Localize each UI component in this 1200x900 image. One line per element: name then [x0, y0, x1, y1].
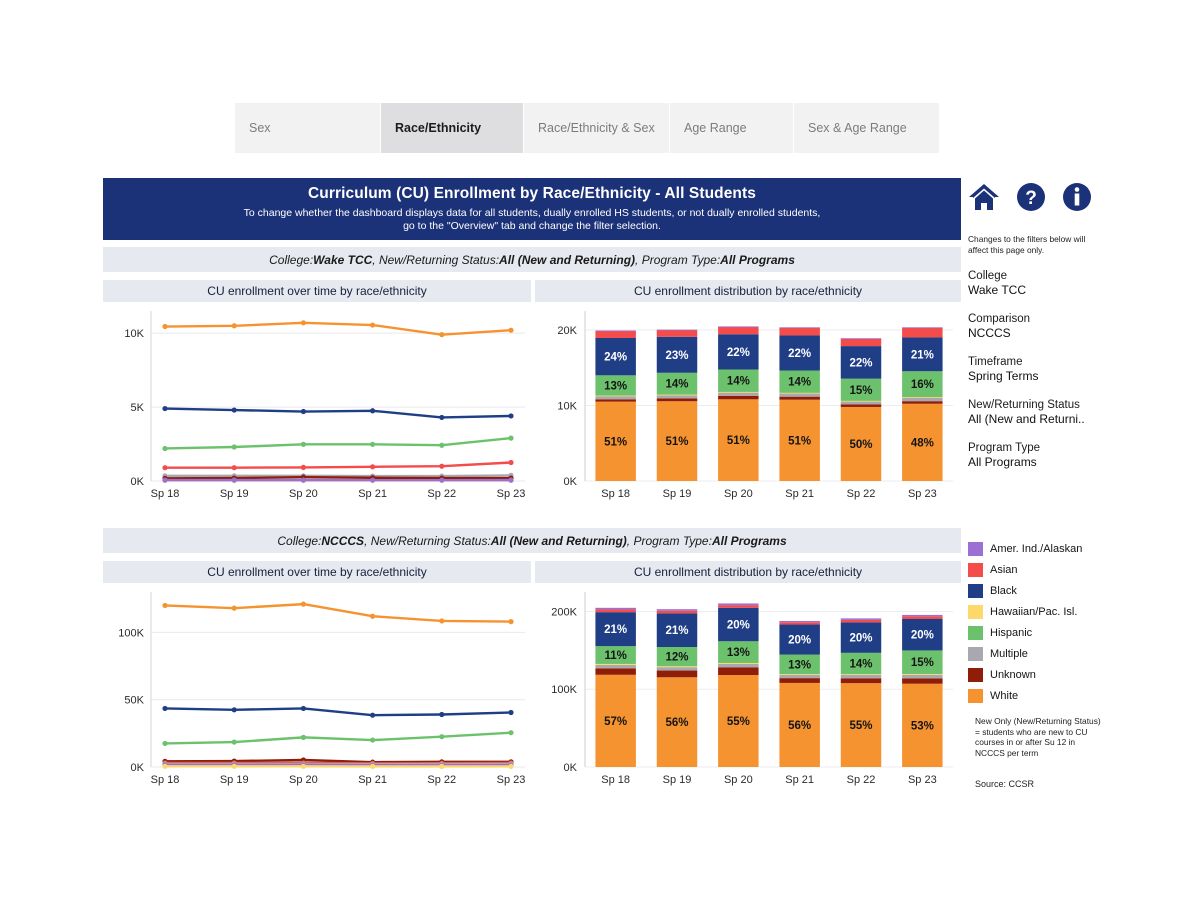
bar-chart-wake-tcc[interactable]: [535, 303, 961, 503]
data-point[interactable]: [370, 713, 375, 718]
data-point[interactable]: [162, 446, 167, 451]
caption-college-value: NCCCS: [321, 533, 365, 548]
legend-label: Black: [990, 584, 1017, 597]
legend-item[interactable]: [968, 580, 1103, 601]
bar-value-label: 51%: [788, 435, 812, 448]
y-axis-tick: 10K: [124, 328, 144, 341]
source-label: Source: CCSR: [975, 779, 1035, 789]
data-point[interactable]: [232, 739, 237, 744]
data-point[interactable]: [439, 618, 444, 623]
filter-label: College: [968, 270, 1007, 282]
page-title: Curriculum (CU) Enrollment by Race/Ethnicity - All Students: [308, 185, 756, 202]
x-axis-tick: Sp 18: [601, 774, 631, 786]
x-axis-tick: Sp 20: [289, 774, 318, 786]
bar-segment[interactable]: [657, 671, 697, 678]
x-axis-tick: Sp 22: [846, 774, 876, 786]
filter-new-returning-status[interactable]: [968, 398, 1103, 427]
bar-value-label: 57%: [604, 715, 628, 728]
filter-label: New/Returning Status: [968, 399, 1080, 411]
x-axis-tick: Sp 23: [907, 774, 937, 786]
x-axis-tick: Sp 23: [907, 488, 937, 500]
bar-segment[interactable]: [841, 404, 881, 407]
data-point[interactable]: [439, 478, 444, 483]
bar-segment[interactable]: [657, 667, 697, 670]
info-icon[interactable]: [1062, 182, 1092, 217]
bar-value-label: 15%: [910, 657, 934, 670]
bar-value-label: 21%: [604, 624, 628, 637]
tab-label: Age Range: [684, 121, 747, 135]
bar-segment[interactable]: [718, 396, 758, 400]
data-point[interactable]: [370, 464, 375, 469]
bar-segment[interactable]: [657, 330, 697, 337]
x-axis-tick: Sp 22: [846, 488, 876, 500]
bar-segment[interactable]: [841, 618, 881, 620]
caption-college-value: Wake TCC: [313, 252, 373, 267]
data-point[interactable]: [301, 602, 306, 607]
bar-value-label: 55%: [726, 716, 750, 729]
bar-chart-ncccs[interactable]: [535, 584, 961, 789]
data-point[interactable]: [301, 735, 306, 740]
filter-value: NCCCS: [968, 326, 1011, 340]
caption-college-label: College:: [269, 252, 314, 267]
data-point[interactable]: [162, 478, 167, 483]
x-axis-tick: Sp 20: [723, 488, 753, 500]
data-point[interactable]: [162, 603, 167, 608]
filter-program-type[interactable]: [968, 441, 1103, 470]
bar-value-label: 51%: [604, 436, 628, 449]
y-axis-tick: 0K: [130, 762, 144, 774]
data-point[interactable]: [370, 478, 375, 483]
bar-value-label: 51%: [665, 436, 689, 449]
legend-swatch-icon: [968, 605, 983, 619]
legend-swatch-icon: [968, 647, 983, 661]
bar-segment[interactable]: [841, 675, 881, 678]
filter-value: All Programs: [968, 455, 1037, 469]
caption-status-value: All (New and Returning): [490, 533, 627, 548]
bar-segment[interactable]: [718, 664, 758, 668]
rail-icon-bar: [968, 180, 1103, 218]
data-point[interactable]: [301, 478, 306, 483]
bar-value-label: 13%: [726, 647, 750, 660]
caption-program-value: All Programs: [711, 533, 787, 548]
filter-label: Program Type: [968, 442, 1041, 454]
bar-segment[interactable]: [718, 605, 758, 608]
line-chart-wake-tcc[interactable]: [103, 303, 531, 503]
data-point[interactable]: [301, 706, 306, 711]
x-axis-tick: Sp 19: [219, 774, 249, 786]
tab-age-range[interactable]: [670, 103, 793, 153]
data-point[interactable]: [439, 764, 444, 769]
bar-segment[interactable]: [595, 609, 635, 612]
data-point[interactable]: [508, 730, 513, 735]
data-point[interactable]: [439, 712, 444, 717]
data-point[interactable]: [370, 322, 375, 327]
bar-segment[interactable]: [779, 393, 819, 394]
y-axis-tick: 0K: [130, 476, 144, 488]
bar-value-label: 22%: [849, 357, 873, 370]
data-point[interactable]: [301, 409, 306, 414]
data-point[interactable]: [232, 465, 237, 470]
filter-caption-bottom: [103, 528, 961, 553]
data-point[interactable]: [370, 614, 375, 619]
data-point[interactable]: [301, 442, 306, 447]
tab-race-ethnicity-sex[interactable]: [524, 103, 669, 153]
bar-value-label: 20%: [726, 619, 750, 632]
data-point[interactable]: [232, 606, 237, 611]
bar-value-label: 48%: [910, 437, 934, 450]
data-point[interactable]: [232, 323, 237, 328]
bar-segment[interactable]: [841, 620, 881, 622]
bar-segment[interactable]: [657, 398, 697, 401]
bar-segment[interactable]: [841, 401, 881, 402]
right-rail: [968, 180, 1103, 470]
x-axis-tick: Sp 20: [289, 488, 318, 500]
line-series[interactable]: [165, 438, 511, 448]
line-series[interactable]: [165, 475, 511, 476]
tab-strip: [235, 103, 939, 153]
filter-value: Spring Terms: [968, 369, 1039, 383]
caption-college-label: College:: [277, 533, 322, 548]
tab-label: Sex & Age Range: [808, 121, 907, 135]
data-point[interactable]: [162, 741, 167, 746]
bar-value-label: 14%: [849, 658, 873, 671]
bar-segment[interactable]: [902, 675, 942, 679]
x-axis-tick: Sp 23: [496, 774, 526, 786]
y-axis-tick: 5K: [130, 402, 144, 415]
filter-caption-top: [103, 247, 961, 272]
x-axis-tick: Sp 21: [785, 774, 815, 786]
bar-value-label: 50%: [849, 438, 873, 451]
bar-value-label: 16%: [910, 379, 934, 392]
bar-value-label: 23%: [665, 349, 689, 362]
legend-swatch-icon: [968, 563, 983, 577]
legend-label: White: [990, 689, 1019, 702]
help-icon[interactable]: [1016, 182, 1046, 217]
bar-value-label: 53%: [910, 720, 934, 733]
bar-segment[interactable]: [657, 611, 697, 614]
panel-title-bar-bottom: CU enrollment distribution by race/ethnicity: [535, 561, 961, 583]
x-axis-tick: Sp 18: [150, 774, 180, 786]
bar-segment[interactable]: [841, 339, 881, 346]
home-icon[interactable]: [968, 182, 1000, 217]
filter-label: Comparison: [968, 313, 1030, 325]
bar-value-label: 15%: [849, 384, 873, 397]
bar-segment[interactable]: [779, 674, 819, 675]
y-axis-tick: 100K: [551, 684, 577, 697]
data-point[interactable]: [162, 764, 167, 769]
banner-subtitle: [103, 207, 961, 233]
x-axis-tick: Sp 18: [150, 488, 180, 500]
filter-value: Wake TCC: [968, 283, 1027, 297]
bar-value-label: 56%: [788, 719, 812, 732]
x-axis-tick: Sp 18: [601, 488, 631, 500]
data-point[interactable]: [439, 443, 444, 448]
data-point[interactable]: [508, 436, 513, 441]
svg-text:?: ?: [1025, 187, 1037, 209]
data-point[interactable]: [232, 764, 237, 769]
bar-segment[interactable]: [657, 609, 697, 611]
bar-value-label: 20%: [788, 634, 812, 647]
bar-segment[interactable]: [902, 678, 942, 683]
y-axis-tick: 10K: [557, 400, 577, 413]
data-point[interactable]: [301, 764, 306, 769]
x-axis-tick: Sp 19: [219, 488, 249, 500]
caption-program-value: All Programs: [720, 252, 795, 267]
legend-label: Multiple: [990, 647, 1028, 660]
bar-segment[interactable]: [779, 622, 819, 624]
legend-label: Amer. Ind./Alaskan: [990, 542, 1083, 555]
bar-value-label: 12%: [665, 651, 689, 664]
bar-segment[interactable]: [902, 401, 942, 404]
bar-value-label: 51%: [726, 435, 750, 448]
bar-value-label: 24%: [604, 351, 628, 364]
data-point[interactable]: [370, 764, 375, 769]
tab-race-ethnicity[interactable]: [381, 103, 523, 153]
legend-swatch-icon: [968, 542, 983, 556]
x-axis-tick: Sp 23: [496, 488, 526, 500]
y-axis-tick: 0K: [563, 762, 577, 774]
data-point[interactable]: [508, 710, 513, 715]
line-series[interactable]: [165, 409, 511, 418]
dashboard-banner: [103, 178, 961, 240]
bar-value-label: 22%: [788, 347, 812, 360]
data-point[interactable]: [232, 444, 237, 449]
data-point[interactable]: [232, 407, 237, 412]
tab-sex[interactable]: [235, 103, 380, 153]
bar-value-label: 20%: [849, 632, 873, 645]
bar-segment[interactable]: [902, 615, 942, 616]
race-ethnicity-legend: [968, 538, 1103, 706]
bar-segment[interactable]: [718, 327, 758, 334]
data-point[interactable]: [301, 465, 306, 470]
y-axis-tick: 0K: [563, 476, 577, 488]
data-point[interactable]: [370, 408, 375, 413]
bar-segment[interactable]: [718, 668, 758, 676]
bar-segment[interactable]: [841, 678, 881, 683]
y-axis-tick: 20K: [557, 324, 577, 337]
bar-segment[interactable]: [779, 327, 819, 328]
data-point[interactable]: [508, 764, 513, 769]
bar-segment[interactable]: [595, 330, 635, 331]
bar-value-label: 55%: [849, 720, 873, 733]
legend-item[interactable]: [968, 601, 1103, 622]
data-point[interactable]: [439, 734, 444, 739]
data-point[interactable]: [162, 406, 167, 411]
bar-value-label: 56%: [665, 717, 689, 730]
line-series[interactable]: [165, 708, 511, 715]
data-point[interactable]: [439, 332, 444, 337]
line-series[interactable]: [165, 477, 511, 478]
legend-label: Unknown: [990, 668, 1036, 681]
bar-segment[interactable]: [902, 397, 942, 398]
bar-segment[interactable]: [779, 678, 819, 683]
bar-segment[interactable]: [718, 603, 758, 605]
bar-segment[interactable]: [595, 396, 635, 397]
bar-segment[interactable]: [718, 392, 758, 393]
bar-segment[interactable]: [595, 331, 635, 338]
legend-item[interactable]: [968, 664, 1103, 685]
banner-subtitle-line2: go to the "Overview" tab and change the filter selection.: [403, 220, 661, 232]
bar-segment[interactable]: [718, 326, 758, 327]
tab-label: Sex: [249, 121, 271, 135]
line-series[interactable]: [165, 604, 511, 622]
data-point[interactable]: [508, 478, 513, 483]
data-point[interactable]: [232, 707, 237, 712]
filter-comparison[interactable]: [968, 312, 1103, 341]
bar-value-label: 11%: [604, 650, 627, 663]
bar-segment[interactable]: [595, 664, 635, 665]
bar-segment[interactable]: [841, 674, 881, 675]
bar-value-label: 20%: [910, 629, 934, 642]
bar-segment[interactable]: [779, 675, 819, 678]
legend-swatch-icon: [968, 584, 983, 598]
legend-item[interactable]: [968, 559, 1103, 580]
data-point[interactable]: [439, 464, 444, 469]
panel-title-line-top: CU enrollment over time by race/ethnicity: [103, 280, 531, 302]
bar-segment[interactable]: [657, 395, 697, 398]
data-point[interactable]: [508, 619, 513, 624]
data-point[interactable]: [370, 737, 375, 742]
legend-swatch-icon: [968, 689, 983, 703]
data-point[interactable]: [508, 460, 513, 465]
bar-segment[interactable]: [595, 665, 635, 668]
bar-segment[interactable]: [657, 395, 697, 396]
legend-swatch-icon: [968, 668, 983, 682]
bar-value-label: 13%: [604, 380, 628, 393]
bar-segment[interactable]: [779, 328, 819, 336]
bar-segment[interactable]: [902, 328, 942, 338]
legend-item[interactable]: [968, 685, 1103, 706]
bar-segment[interactable]: [902, 398, 942, 402]
bar-segment[interactable]: [841, 338, 881, 339]
bar-value-label: 14%: [788, 376, 812, 389]
y-axis-tick: 50K: [124, 694, 144, 707]
bar-value-label: 21%: [910, 349, 934, 362]
x-axis-tick: Sp 20: [723, 774, 753, 786]
bar-segment[interactable]: [779, 397, 819, 400]
tab-label: Race/Ethnicity & Sex: [538, 121, 655, 135]
footnote-new-only: New Only (New/Returning Status) = students who are new to CU courses in or after Su 12 in NCCCS per term: [975, 716, 1101, 758]
x-axis-tick: Sp 19: [662, 488, 692, 500]
bar-segment[interactable]: [595, 608, 635, 610]
legend-item[interactable]: [968, 643, 1103, 664]
legend-label: Hawaiian/Pac. Isl.: [990, 605, 1078, 618]
bar-segment[interactable]: [595, 399, 635, 401]
line-series[interactable]: [165, 463, 511, 468]
filter-college[interactable]: [968, 269, 1103, 298]
filter-label: Timeframe: [968, 356, 1023, 368]
filter-value: All (New and Returni..: [968, 412, 1085, 426]
data-point[interactable]: [439, 415, 444, 420]
data-point[interactable]: [301, 320, 306, 325]
y-axis-tick: 100K: [118, 627, 144, 640]
caption-program-label: , Program Type:: [635, 252, 721, 267]
data-point[interactable]: [162, 324, 167, 329]
legend-label: Asian: [990, 563, 1018, 576]
legend-item[interactable]: [968, 622, 1103, 643]
legend-swatch-icon: [968, 626, 983, 640]
y-axis-tick: 200K: [551, 606, 577, 619]
bar-segment[interactable]: [595, 396, 635, 399]
x-axis-tick: Sp 22: [427, 774, 457, 786]
caption-program-label: , Program Type:: [626, 533, 712, 548]
panel-title-bar-top: CU enrollment distribution by race/ethnicity: [535, 280, 961, 302]
bar-segment[interactable]: [902, 616, 942, 619]
bar-segment[interactable]: [902, 327, 942, 328]
legend-label: Hispanic: [990, 626, 1033, 639]
bar-segment[interactable]: [657, 330, 697, 331]
x-axis-tick: Sp 21: [785, 488, 815, 500]
line-chart-ncccs[interactable]: [103, 584, 531, 789]
bar-segment[interactable]: [841, 401, 881, 404]
data-point[interactable]: [508, 413, 513, 418]
bar-segment[interactable]: [779, 621, 819, 622]
bar-segment[interactable]: [902, 674, 942, 675]
caption-status-label: , New/Returning Status:: [372, 252, 500, 267]
rail-note: Changes to the filters below will affect this page only.: [968, 234, 1086, 255]
x-axis-tick: Sp 19: [662, 774, 692, 786]
caption-status-value: All (New and Returning): [499, 252, 636, 267]
bar-value-label: 21%: [665, 625, 689, 638]
bar-value-label: 13%: [788, 659, 812, 672]
data-point[interactable]: [370, 442, 375, 447]
panel-title-line-bottom: CU enrollment over time by race/ethnicity: [103, 561, 531, 583]
legend-item[interactable]: [968, 538, 1103, 559]
caption-status-label: , New/Returning Status:: [364, 533, 491, 548]
x-axis-tick: Sp 22: [427, 488, 457, 500]
data-point[interactable]: [232, 478, 237, 483]
x-axis-tick: Sp 21: [358, 774, 387, 786]
line-series[interactable]: [165, 733, 511, 744]
bar-value-label: 14%: [665, 378, 689, 391]
filter-timeframe[interactable]: [968, 355, 1103, 384]
tab-sex-age-range[interactable]: [794, 103, 939, 153]
banner-subtitle-line1: To change whether the dashboard displays data for all students, dually enrolled HS students, or not dually enrolled students,: [243, 207, 821, 219]
bar-segment[interactable]: [595, 668, 635, 674]
bar-segment[interactable]: [779, 393, 819, 396]
data-point[interactable]: [508, 328, 513, 333]
data-point[interactable]: [162, 706, 167, 711]
bar-value-label: 14%: [726, 375, 750, 388]
x-axis-tick: Sp 21: [358, 488, 387, 500]
bar-segment[interactable]: [718, 663, 758, 664]
bar-segment[interactable]: [657, 666, 697, 667]
bar-value-label: 22%: [726, 346, 750, 359]
data-point[interactable]: [162, 465, 167, 470]
tab-label: Race/Ethnicity: [395, 121, 482, 135]
bar-segment[interactable]: [718, 393, 758, 396]
